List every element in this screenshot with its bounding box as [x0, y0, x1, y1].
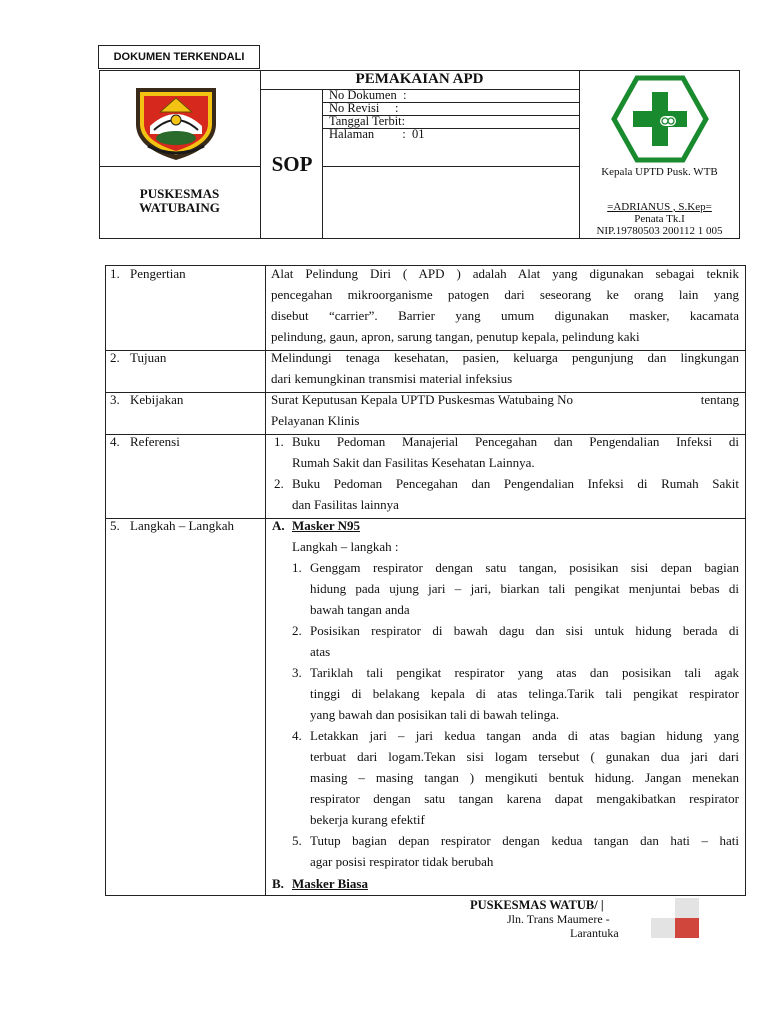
sop-label: SOP	[271, 152, 313, 176]
text-line: bekerja kurang efektif	[310, 812, 425, 827]
text-line: Pelayanan Klinis	[271, 413, 360, 428]
footer-block	[651, 918, 675, 938]
document-label-text: DOKUMEN TERKENDALI	[113, 51, 245, 63]
section-a-letter: A.	[272, 518, 285, 533]
footer-address-line1: Jln. Trans Maumere -	[507, 912, 610, 926]
text-line: Tariklah tali pengikat respirator yang atas dan posisikan tali agak	[310, 665, 739, 680]
footer-decorative-blocks	[651, 898, 699, 938]
header-title-rule	[260, 89, 579, 90]
puskesmas-logo	[610, 74, 710, 164]
text-line: agar posisi respirator tidak berubah	[310, 854, 494, 869]
step-3-text	[310, 662, 739, 725]
step-number: 5.	[292, 833, 302, 848]
text-line: dari kemungkinan transmisi material infeksius	[271, 371, 513, 386]
text-line: Genggam respirator dengan satu tangan, posisikan sisi depan bagian	[310, 560, 739, 575]
step-number: 3.	[292, 665, 302, 680]
section-b-title: Masker Biasa	[292, 876, 368, 891]
text-line: masing – masing tangan ) mengikuti bentuk hidung. Jangan menekan	[310, 770, 739, 785]
step-2-text	[310, 620, 739, 662]
footer-address-line2: Larantuka	[570, 926, 619, 940]
text-line: Alat Pelindung Diri ( APD ) adalah Alat yang digunakan sebagai teknik	[271, 266, 739, 281]
text-line: Surat Keputusan Kepala UPTD Puskesmas Watubaing No	[271, 392, 574, 407]
referensi-item-2	[292, 473, 739, 515]
text-line: dan Fasilitas lainnya	[292, 497, 399, 512]
header-left-rule	[99, 166, 260, 167]
text-line: Rumah Sakit dan Fasilitas Kesehatan Lainnya.	[292, 455, 535, 470]
step-5-text	[310, 830, 739, 872]
row-label-langkah: Langkah – Langkah	[130, 518, 234, 533]
signer-nip: NIP.19780503 200112 1 005	[596, 225, 723, 237]
row-label-pengertian: Pengertian	[130, 266, 186, 281]
text-line: atas	[310, 644, 331, 659]
footer-block	[675, 918, 699, 938]
text-line: yang bawah dan posisikan tali di bawah telinga.	[310, 707, 560, 722]
meta-halaman: Halaman : 01	[329, 127, 425, 141]
row-number: 2.	[110, 350, 120, 365]
org-name-line2: WATUBAING	[139, 200, 220, 215]
steps-intro: Langkah – langkah :	[292, 539, 399, 554]
text-line: bawah tangan anda	[310, 602, 410, 617]
row-number: 3.	[110, 392, 120, 407]
text-line: Buku Pedoman Manajerial Pencegahan dan Pengendalian Infeksi di	[292, 434, 739, 449]
kebijakan-line-1	[271, 389, 739, 410]
row-label-referensi: Referensi	[130, 434, 180, 449]
document-title: PEMAKAIAN APD	[355, 71, 484, 87]
step-4-text	[310, 725, 739, 830]
section-a-title: Masker N95	[292, 518, 361, 533]
list-number: 2.	[274, 476, 284, 491]
content-column-divider	[265, 265, 266, 896]
footer-block	[675, 898, 699, 918]
text-line: tinggi di belakang kepala di atas telinga.Tarik tali pengikat respirator	[310, 686, 739, 701]
step-number: 1.	[292, 560, 302, 575]
text-line: tentang	[700, 392, 739, 407]
footer-block	[651, 898, 675, 918]
text-line: pencegahan mikroorganisme patogen dari seseorang ke orang lain yang	[271, 287, 739, 302]
signer-name: =ADRIANUS , S.Kep=	[607, 201, 712, 213]
text-line: disebut “carrier”. Barrier yang umum digunakan masker, kacamata	[271, 308, 739, 323]
footer-org-name: PUSKESMAS WATUB/ |	[470, 898, 604, 912]
row-number: 5.	[110, 518, 120, 533]
list-number: 1.	[274, 434, 284, 449]
text-line: terbuat dari logam.Tekan sisi logam tersebut ( gunakan dua jari dari	[310, 749, 739, 764]
section-b-letter: B.	[272, 876, 284, 891]
meta-tanggal-terbit: Tanggal Terbit:	[329, 114, 406, 128]
row-label-tujuan: Tujuan	[130, 350, 167, 365]
header-meta-rule-4	[322, 166, 579, 167]
org-name-line1: PUSKESMAS	[139, 186, 220, 201]
row-label-kebijakan: Kebijakan	[130, 392, 184, 407]
header-divider-1	[260, 70, 261, 239]
text-line: hidung pada ujung jari – jari, biarkan tali pengikat menjuntai bebas di	[310, 581, 739, 596]
step-1-text	[310, 557, 739, 620]
pengertian-text	[271, 263, 739, 347]
signer-rank: Penata Tk.I	[634, 213, 685, 225]
row-number: 4.	[110, 434, 120, 449]
meta-no-dokumen: No Dokumen :	[329, 88, 407, 102]
signer-position: Kepala UPTD Pusk. WTB	[601, 166, 718, 178]
text-line: pelindung, gaun, apron, sarung tangan, penutup kepala, pelindung kaki	[271, 329, 640, 344]
organization-name	[99, 187, 260, 215]
regency-emblem-logo	[130, 80, 222, 164]
referensi-item-1	[292, 431, 739, 473]
text-line: Tutup bagian depan respirator dengan kedua tangan dan hati – hati	[310, 833, 739, 848]
text-line: Letakkan jari – jari kedua tangan anda di atas bagian hidung yang	[310, 728, 739, 743]
row-number: 1.	[110, 266, 120, 281]
step-number: 2.	[292, 623, 302, 638]
kebijakan-text	[271, 389, 739, 431]
text-line: Posisikan respirator di bawah dagu dan sisi untuk hidung berada di	[310, 623, 739, 638]
text-line: Melindungi tenaga kesehatan, pasien, keluarga pengunjung dan lingkungan	[271, 350, 739, 365]
step-number: 4.	[292, 728, 302, 743]
meta-no-revisi: No Revisi :	[329, 101, 399, 115]
header-divider-2	[322, 89, 323, 239]
document-label	[98, 45, 260, 69]
tujuan-text	[271, 347, 739, 389]
text-line: respirator dengan satu tangan karena dapat mengakibatkan respirator	[310, 791, 739, 806]
text-line: Buku Pedoman Pencegahan dan Pengendalian Infeksi di Rumah Sakit	[292, 476, 739, 491]
